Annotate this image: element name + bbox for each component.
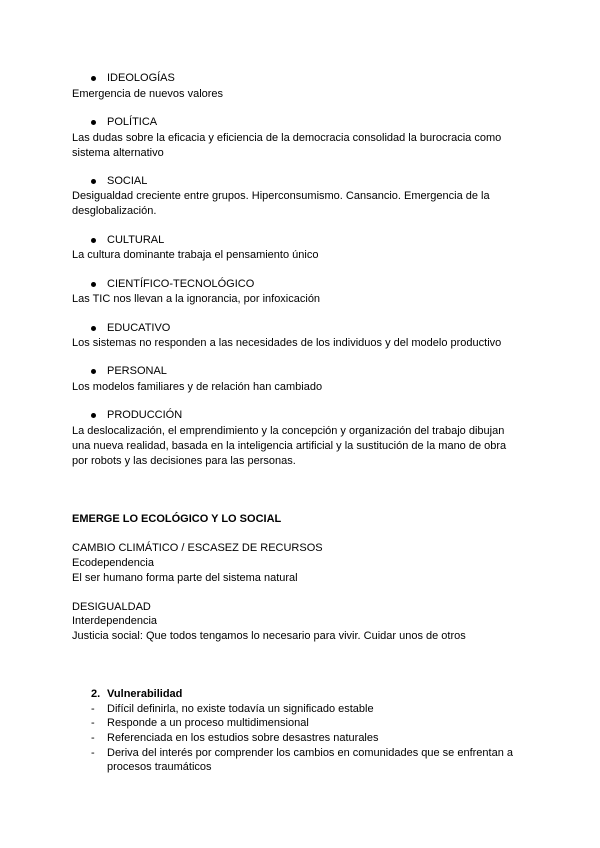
vulnerabilidad-item: Responde a un proceso multidimensional [107, 717, 309, 729]
bullet-icon [91, 120, 96, 125]
section-text: Los sistemas no responden a las necesidades de los individuos y del modelo productivo [72, 337, 502, 349]
section-text: por robots y las decisiones para las personas. [72, 455, 296, 467]
vulnerabilidad-item-continued: procesos traumáticos [107, 761, 212, 773]
bullet-icon [91, 413, 96, 418]
section-heading-educativo: EDUCATIVO [107, 322, 171, 334]
cambio-line: El ser humano forma parte del sistema natural [72, 572, 298, 584]
vulnerabilidad-title: Vulnerabilidad [107, 688, 183, 700]
emerge-title: EMERGE LO ECOLÓGICO Y LO SOCIAL [72, 513, 282, 525]
vulnerabilidad-item: Referenciada en los estudios sobre desastres naturales [107, 732, 379, 744]
section-text: Emergencia de nuevos valores [72, 88, 224, 100]
bullet-icon [91, 282, 96, 287]
section-text: una nueva realidad, basada en la inteligencia artificial y la sustitución de la mano de obra [72, 440, 507, 452]
section-heading-politica: POLÍTICA [107, 116, 158, 128]
section-text: Los modelos familiares y de relación han cambiado [72, 381, 323, 393]
cambio-title: CAMBIO CLIMÁTICO / ESCASEZ DE RECURSOS [72, 542, 323, 554]
bullet-icon [91, 76, 96, 81]
section-heading-cientifico: CIENTÍFICO-TECNOLÓGICO [107, 278, 255, 290]
vulnerabilidad-item: Deriva del interés por comprender los cambios en comunidades que se enfrentan a [107, 747, 514, 759]
section-heading-ideologias: IDEOLOGÍAS [107, 72, 175, 84]
bullet-icon [91, 326, 96, 331]
dash-bullet: - [91, 747, 95, 759]
section-text: La deslocalización, el emprendimiento y la concepción y organización del trabajo dibujan [72, 425, 505, 437]
cambio-line: Ecodependencia [72, 557, 154, 569]
dash-bullet: - [91, 717, 95, 729]
section-text: Las dudas sobre la eficacia y eficiencia de la democracia consolidad la burocracia como [72, 132, 502, 144]
desigualdad-title: DESIGUALDAD [72, 601, 151, 613]
dash-bullet: - [91, 732, 95, 744]
section-text: desglobalización. [72, 205, 157, 217]
section-text: Desigualdad creciente entre grupos. Hiperconsumismo. Cansancio. Emergencia de la [72, 190, 490, 202]
desigualdad-line: Justicia social: Que todos tengamos lo necesario para vivir. Cuidar unos de otros [72, 630, 466, 642]
section-text: La cultura dominante trabaja el pensamiento único [72, 249, 319, 261]
vulnerabilidad-item: Difícil definirla, no existe todavía un significado estable [107, 703, 374, 715]
section-heading-produccion: PRODUCCIÓN [107, 409, 183, 421]
section-text: Las TIC nos llevan a la ignorancia, por infoxicación [72, 293, 321, 305]
section-heading-cultural: CULTURAL [107, 234, 165, 246]
vulnerabilidad-number: 2. [91, 688, 101, 700]
section-heading-personal: PERSONAL [107, 365, 167, 377]
section-text: sistema alternativo [72, 147, 164, 159]
desigualdad-line: Interdependencia [72, 615, 158, 627]
dash-bullet: - [91, 703, 95, 715]
bullet-icon [91, 369, 96, 374]
bullet-icon [91, 179, 96, 184]
bullet-icon [91, 238, 96, 243]
section-heading-social: SOCIAL [107, 175, 148, 187]
